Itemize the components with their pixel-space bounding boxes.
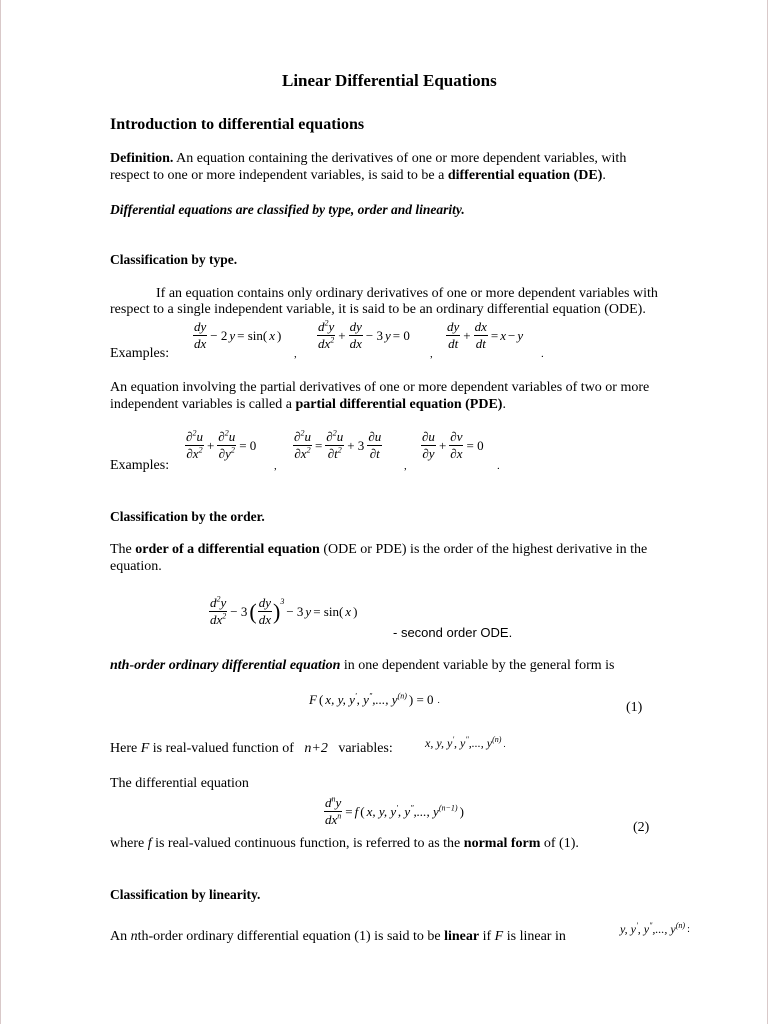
pde-period: . xyxy=(502,397,506,412)
nth-rest: in one dependent variable by the general form is xyxy=(340,658,615,673)
comma-4: , xyxy=(404,460,407,472)
order-definition-line-2: equation. xyxy=(110,559,162,574)
where-mid: is real-valued continuous function, is referred to as the xyxy=(151,836,464,851)
linearity-line xyxy=(110,928,566,945)
where-post: of (1). xyxy=(540,836,579,851)
period-2: . xyxy=(497,460,500,472)
order-text-post: (ODE or PDE) is the order of the highest derivative in the xyxy=(319,542,648,557)
order-heading: Classification by the order. xyxy=(110,509,265,524)
order-definition-line-1 xyxy=(110,541,647,558)
order-term: order of a differential equation xyxy=(135,542,320,557)
ode-definition-line-1: If an equation contains only ordinary derivatives of one or more dependent variables with xyxy=(156,286,658,301)
intro-heading: Introduction to differential equations xyxy=(110,116,365,133)
here-n: n+2 xyxy=(304,741,328,756)
where-line xyxy=(110,835,579,852)
pde-example-3: ∂u ∂y + $\frac{\partial v}{\partial x}$ = 0 xyxy=(422,429,484,461)
lin-pre: An xyxy=(110,929,131,944)
equation-2: $d^ny$ $dx^n$ = f ( x, y, y', y",..., $y^{(n-1)}$ ) xyxy=(325,794,464,827)
classification-note: Differential equations are classified by type, order and linearity. xyxy=(110,202,465,217)
definition-period: . xyxy=(602,168,606,183)
where-pre: where xyxy=(110,836,148,851)
definition-line-2 xyxy=(110,167,606,184)
page-edge-left xyxy=(0,0,1,1024)
here-pre: Here xyxy=(110,741,141,756)
equation-1-number: (1) xyxy=(626,700,643,715)
equation-2-number: (2) xyxy=(633,820,650,835)
comma-3: , xyxy=(274,460,277,472)
ode-example-2: $d^2y$ $dx^2$ + $\frac{dy}{dx}$ − 3 y = 0 xyxy=(318,318,410,351)
pde-term: partial differential equation (PDE) xyxy=(295,397,503,412)
differential-equation-line: The differential equation xyxy=(110,776,249,791)
ode-definition-line-2: respect to a single independent variable, it is said to be an ordinary differential equation (ODE). xyxy=(110,302,646,317)
definition-term: differential equation (DE) xyxy=(447,168,603,183)
lin-mid2: if xyxy=(479,929,495,944)
here-F: F xyxy=(140,741,150,756)
order-example-note: - second order ODE. xyxy=(393,625,513,640)
lin-post: is linear in xyxy=(503,929,566,944)
pde-definition-line-1: An equation involving the partial derivatives of one or more dependent variables of two or more xyxy=(110,380,650,395)
comma-1: , xyxy=(294,348,297,360)
ode-example-3: dy dt + $\frac{dx}{dt}$ = x − y xyxy=(447,319,524,351)
here-line xyxy=(110,740,393,757)
order-text-pre: The xyxy=(110,542,136,557)
lin-F: F xyxy=(494,929,504,944)
here-mid: is real-valued function of xyxy=(149,741,298,756)
period-1: . xyxy=(541,348,544,360)
pde-examples-label: Examples: xyxy=(110,458,170,473)
definition-line-1 xyxy=(110,150,626,167)
where-f: f xyxy=(147,836,152,851)
ode-examples-label: Examples: xyxy=(110,346,170,361)
linear-term: linear xyxy=(444,929,480,944)
order-example-equation: $d^2y$ $dx^2$ − 3 ( dy dx ) 3 − 3 y = sin( x ) xyxy=(210,594,358,627)
type-heading: Classification by type. xyxy=(110,252,238,267)
linearity-heading: Classification by linearity. xyxy=(110,887,261,902)
pde-text: independent variables is called a xyxy=(110,397,296,412)
definition-text-2: respect to one or more independent variables, is said to be a xyxy=(110,168,448,183)
comma-2: , xyxy=(430,348,433,360)
variables-list: x, y, y', y",..., $y^{(n)}$ . xyxy=(425,735,506,750)
nth-term: nth-order ordinary differential equation xyxy=(110,658,341,673)
definition-text-1: An equation containing the derivatives of one or more dependent variables, with xyxy=(173,151,627,166)
linearity-variables: y, y', y",..., $y^{(n)}$ : xyxy=(620,921,690,936)
pde-example-1: ∂$^2$u $\partial x^2$ + $\frac{\partial^2u}{\partial y^2}$ = 0 xyxy=(186,428,257,461)
nth-order-line xyxy=(110,657,614,674)
equation-1: F ( x, y, y', y",..., $y^{(n)}$ ) = 0 . xyxy=(309,691,440,707)
pde-definition-line-2 xyxy=(110,396,506,413)
page-title: Linear Differential Equations xyxy=(282,71,497,90)
lin-n: n xyxy=(130,929,138,944)
here-post: variables: xyxy=(334,741,393,756)
definition-label: Definition. xyxy=(110,151,174,166)
lin-mid: th-order ordinary differential equation (1) is said to be xyxy=(137,929,445,944)
ode-example-1: dy dx − 2 y = sin( x ) xyxy=(194,319,282,351)
normal-form-term: normal form xyxy=(463,836,541,851)
pde-example-2: $\frac{\partial^2u}{\partial x^2}$ = $\frac{\partial^2u}{\partial t^2}$ + 3 ∂u ∂t xyxy=(294,428,382,461)
